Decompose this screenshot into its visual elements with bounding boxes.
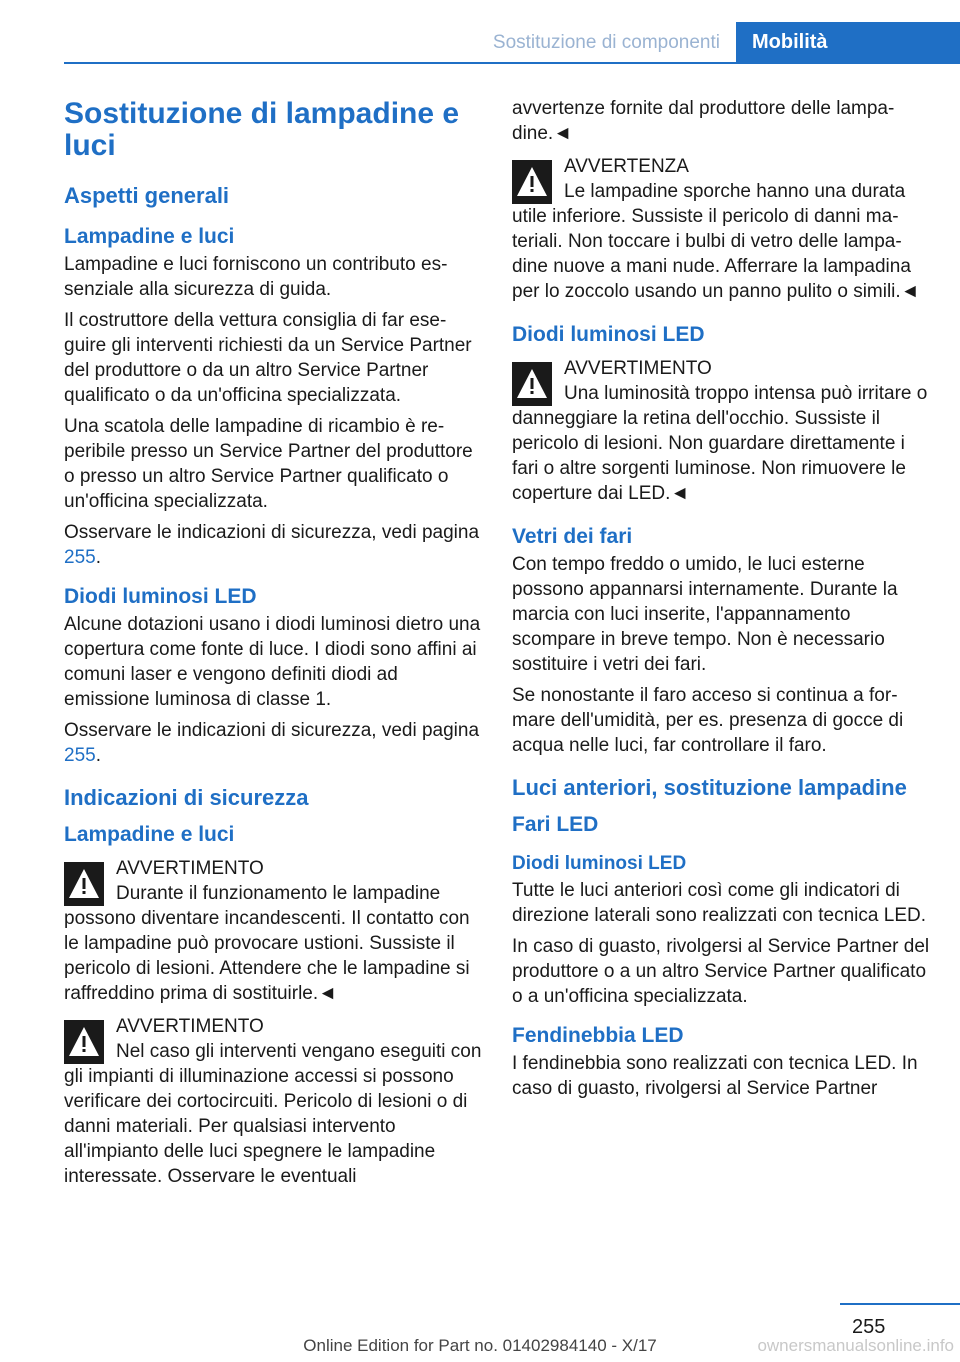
heading-front-lights: Luci anteriori, sostituzione lampadine [512, 775, 907, 800]
warning-box [512, 356, 930, 506]
paragraph: avvertenze fornite dal produttore delle lampadine.◄ [512, 98, 895, 144]
warning-text: Le lampadine sporche hanno una durata utile inferiore. Sussiste il pericolo di danni materiali. Non toccare i bulbi di vetro delle lampadine nuove a mani nude. Afferrare la lampadina per lo zoccolo usando un panno pulito o simili.◄ [512, 181, 920, 302]
heading-diodes: Diodi luminosi LED [512, 853, 687, 874]
left-column [64, 98, 482, 1197]
page-title: Sostituzione di lampadine e luci [64, 97, 460, 162]
page-header [0, 0, 960, 64]
header-divider [64, 62, 960, 64]
paragraph: Con tempo freddo o umido, le luci esterne possono appannarsi internamente. Durante la marcia con luci inserite, l'appannamento scompare in breve tempo. Non è necessario sostituire i vetri dei fari. [512, 554, 898, 675]
page-link[interactable]: 255 [64, 745, 96, 766]
paragraph-text: Osservare le indicazioni di sicurezza, vedi pagina [64, 720, 480, 741]
heading-general: Aspetti generali [64, 183, 230, 208]
chapter-tab[interactable]: Mobilità [736, 22, 960, 62]
paragraph-text: Osservare le indicazioni di sicurezza, vedi pagina [64, 522, 480, 543]
warning-triangle-icon [512, 160, 552, 204]
warning-title: AVVERTENZA [564, 156, 689, 177]
right-column [512, 96, 930, 1107]
paragraph: Il costruttore della vettura consiglia di far eseguire gli interventi richiesti da un Service Partner del produttore o da un altro Service Partner qualificato o da un'officina specializzata. [64, 310, 472, 406]
watermark: ownersmanualsonline.info [757, 1336, 954, 1355]
paragraph-text: . [95, 745, 101, 766]
paragraph-with-link [64, 718, 482, 768]
paragraph: Tutte le luci anteriori così come gli indicatori di direzione laterali sono realizzati con tecnica LED. [512, 880, 926, 926]
heading-fog: Fendinebbia LED [512, 1024, 684, 1047]
edition-note: Online Edition for Part no. 01402984140 - X/17 [303, 1336, 657, 1355]
paragraph-text: . [95, 547, 101, 568]
heading-lamps: Lampadine e luci [64, 225, 235, 248]
paragraph-with-link [64, 520, 482, 570]
heading-led-headlights: Fari LED [512, 813, 599, 836]
section-title: Sostituzione di componenti [440, 30, 734, 60]
footer-divider [840, 1303, 960, 1305]
heading-safety-lamps: Lampadine e luci [64, 823, 235, 846]
page-link[interactable]: 255 [64, 547, 96, 568]
warning-box [512, 154, 930, 304]
heading-glass: Vetri dei fari [512, 525, 633, 548]
warning-text: Nel caso gli interventi vengano eseguiti con gli impianti di illuminazione accessi si possono verificare dei cortocircuiti. Pericolo di lesioni o di danni materiali. Per qualsiasi intervento all'impianto delle luci spegnere le lampadine interessate. Osservare le eventuali [64, 1041, 482, 1187]
paragraph: Una scatola delle lampadine di ricambio è reperibile presso un Service Partner del produttore o presso un altro Service Partner qualificato o un'officina specializzata. [64, 416, 473, 512]
paragraph: Se nonostante il faro acceso si continua a formare dell'umidità, per es. presenza di gocce di acqua nelle luci, far controllare il faro. [512, 685, 904, 756]
heading-led: Diodi luminosi LED [64, 585, 257, 608]
page-number: 255 [852, 1316, 886, 1338]
warning-title: AVVERTIMENTO [116, 1016, 264, 1037]
warning-triangle-icon [512, 362, 552, 406]
warning-text: Durante il funzionamento le lampadine possono diventare incandescenti. Il contatto con le lampadine può provocare ustioni. Sussiste il pericolo di lesioni. Attendere che le lampadine si raffreddino prima di sostituirle.◄ [64, 883, 470, 1004]
paragraph: In caso di guasto, rivolgersi al Service Partner del produttore o a un altro Service Partner qualificato o a un'officina specializzata. [512, 936, 930, 1007]
warning-box [64, 1014, 482, 1189]
warning-triangle-icon [64, 862, 104, 906]
heading-safety: Indicazioni di sicurezza [64, 785, 309, 810]
warning-title: AVVERTIMENTO [564, 358, 712, 379]
paragraph: I fendinebbia sono realizzati con tecnica LED. In caso di guasto, rivolgersi al Service Partner [512, 1053, 918, 1099]
warning-box [64, 856, 482, 1006]
warning-text: Una luminosità troppo intensa può irritare o danneggiare la retina dell'occhio. Sussiste il pericolo di lesioni. Non guardare direttamente i fari o altre sorgenti luminose. Non rimuovere le coperture dai LED.◄ [512, 383, 928, 504]
heading-led: Diodi luminosi LED [512, 323, 705, 346]
warning-triangle-icon [64, 1020, 104, 1064]
paragraph: Lampadine e luci forniscono un contributo essenziale alla sicurezza di guida. [64, 254, 448, 300]
paragraph: Alcune dotazioni usano i diodi luminosi dietro una copertura come fonte di luce. I diodi sono affini ai comuni laser e vengono definiti diodi ad emissione luminosa di classe 1. [64, 614, 481, 710]
warning-title: AVVERTIMENTO [116, 858, 264, 879]
